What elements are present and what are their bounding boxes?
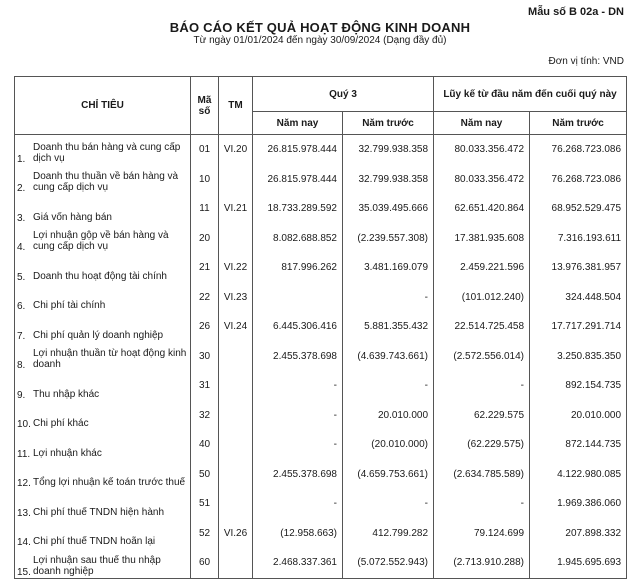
item-number: 1. xyxy=(17,153,26,165)
item-code: 10 xyxy=(191,165,219,195)
ytd-last-year-value: 892.154.735 xyxy=(530,371,627,401)
quarter-this-year-value: - xyxy=(253,430,343,460)
table-row xyxy=(15,460,627,490)
ytd-last-year-value: 3.250.835.350 xyxy=(530,342,627,372)
item-name: Doanh thu bán hàng và cung cấp dịch vụ xyxy=(33,141,181,164)
ytd-this-year-value: 22.514.725.458 xyxy=(434,312,530,342)
item-code: 22 xyxy=(191,283,219,313)
quarter-last-year-value: - xyxy=(343,371,434,401)
ytd-last-year-value: 872.144.735 xyxy=(530,430,627,460)
table-row xyxy=(15,224,627,254)
item-number: 12. xyxy=(17,478,31,489)
ytd-last-year-value: 76.268.723.086 xyxy=(530,165,627,195)
item-number: 14. xyxy=(17,537,31,548)
ytd-this-year-value: (62.229.575) xyxy=(434,430,530,460)
item-number: 2. xyxy=(17,183,26,194)
table-row xyxy=(15,342,627,372)
item-number: 8. xyxy=(17,360,26,371)
quarter-last-year-value: - xyxy=(343,283,434,313)
form-code: Mẫu số B 02a - DN xyxy=(528,6,624,18)
item-cell xyxy=(15,253,191,283)
item-cell xyxy=(15,283,191,313)
item-note: VI.24 xyxy=(219,312,253,342)
ytd-last-year-value: 20.010.000 xyxy=(530,401,627,431)
item-note: VI.20 xyxy=(219,135,253,165)
table-row xyxy=(15,548,627,578)
item-code: 21 xyxy=(191,253,219,283)
item-note xyxy=(219,371,253,401)
item-name: Lợi nhuận khác xyxy=(33,447,102,459)
ytd-this-year-value: 62.651.420.864 xyxy=(434,194,530,224)
col-header-quarter: Quý 3 xyxy=(253,77,434,112)
item-cell xyxy=(15,224,191,254)
item-cell xyxy=(15,312,191,342)
item-code: 40 xyxy=(191,430,219,460)
quarter-last-year-value: (4.659.753.661) xyxy=(343,460,434,490)
item-code: 32 xyxy=(191,401,219,431)
ytd-this-year-value: 80.033.356.472 xyxy=(434,165,530,195)
ytd-last-year-value: 324.448.504 xyxy=(530,283,627,313)
item-code: 30 xyxy=(191,342,219,372)
quarter-last-year-value: 5.881.355.432 xyxy=(343,312,434,342)
col-header-ytd-this-year: Năm nay xyxy=(434,112,530,135)
item-name: Chi phí khác xyxy=(33,418,89,429)
report-title: BÁO CÁO KẾT QUẢ HOẠT ĐỘNG KINH DOANH xyxy=(169,20,471,35)
item-number: 7. xyxy=(17,330,26,342)
table-row xyxy=(15,371,627,401)
item-number: 11. xyxy=(17,448,31,460)
item-name: Giá vốn hàng bán xyxy=(33,211,112,223)
item-name: Chi phí thuế TNDN hiện hành xyxy=(33,506,165,518)
table-row xyxy=(15,430,627,460)
item-cell xyxy=(15,489,191,519)
col-header-code: Mã số xyxy=(191,77,219,135)
quarter-last-year-value: (5.072.552.943) xyxy=(343,548,434,578)
item-number: 6. xyxy=(17,301,26,312)
item-number: 15. xyxy=(17,566,31,578)
ytd-this-year-value: 79.124.699 xyxy=(434,519,530,549)
quarter-this-year-value: - xyxy=(253,401,343,431)
quarter-this-year-value: (12.958.663) xyxy=(253,519,343,549)
quarter-this-year-value: 817.996.262 xyxy=(253,253,343,283)
item-number: 9. xyxy=(17,389,26,401)
item-number: 13. xyxy=(17,507,31,519)
ytd-last-year-value: 4.122.980.085 xyxy=(530,460,627,490)
income-statement-table xyxy=(14,76,627,579)
item-code: 26 xyxy=(191,312,219,342)
col-header-ytd: Lũy kế từ đầu năm đến cuối quý này xyxy=(434,77,627,112)
item-cell xyxy=(15,460,191,490)
item-note xyxy=(219,489,253,519)
item-note: VI.21 xyxy=(219,194,253,224)
item-name: Chi phí tài chính xyxy=(33,300,106,311)
item-note: VI.26 xyxy=(219,519,253,549)
ytd-last-year-value: 13.976.381.957 xyxy=(530,253,627,283)
item-code: 01 xyxy=(191,135,219,165)
ytd-this-year-value: - xyxy=(434,489,530,519)
item-name: Lợi nhuận thuần từ hoạt động kinh doanh xyxy=(33,348,187,370)
item-code: 52 xyxy=(191,519,219,549)
quarter-this-year-value: 6.445.306.416 xyxy=(253,312,343,342)
col-header-item: CHỈ TIÊU xyxy=(15,77,191,135)
col-header-ytd-last-year: Năm trước xyxy=(530,112,627,135)
table-row xyxy=(15,165,627,195)
table-row xyxy=(15,401,627,431)
item-code: 50 xyxy=(191,460,219,490)
item-name: Lợi nhuận sau thuế thu nhập doanh nghiệp xyxy=(33,554,161,577)
item-number: 4. xyxy=(17,242,26,253)
item-note xyxy=(219,548,253,578)
ytd-this-year-value: 62.229.575 xyxy=(434,401,530,431)
quarter-this-year-value: 2.455.378.698 xyxy=(253,460,343,490)
ytd-last-year-value: 7.316.193.611 xyxy=(530,224,627,254)
item-code: 31 xyxy=(191,371,219,401)
item-note xyxy=(219,401,253,431)
col-header-quarter-this-year: Năm nay xyxy=(253,112,343,135)
quarter-this-year-value: 2.455.378.698 xyxy=(253,342,343,372)
ytd-this-year-value: (2.634.785.589) xyxy=(434,460,530,490)
item-note xyxy=(219,342,253,372)
table-row xyxy=(15,519,627,549)
quarter-last-year-value: 412.799.282 xyxy=(343,519,434,549)
quarter-last-year-value: (4.639.743.661) xyxy=(343,342,434,372)
quarter-this-year-value: - xyxy=(253,371,343,401)
item-cell xyxy=(15,194,191,224)
ytd-this-year-value: - xyxy=(434,371,530,401)
item-cell xyxy=(15,371,191,401)
item-code: 60 xyxy=(191,548,219,578)
col-header-quarter-last-year: Năm trước xyxy=(343,112,434,135)
item-number: 10. xyxy=(17,419,31,430)
ytd-last-year-value: 207.898.332 xyxy=(530,519,627,549)
item-name: Tổng lợi nhuận kế toán trước thuế xyxy=(33,477,186,488)
item-note: VI.22 xyxy=(219,253,253,283)
item-name: Lợi nhuận gộp về bán hàng và cung cấp dịch vụ xyxy=(33,230,169,252)
ytd-this-year-value: (2.713.910.288) xyxy=(434,548,530,578)
quarter-this-year-value: 26.815.978.444 xyxy=(253,135,343,165)
table-body xyxy=(15,135,627,579)
quarter-last-year-value: 20.010.000 xyxy=(343,401,434,431)
quarter-last-year-value: - xyxy=(343,489,434,519)
report-period: Từ ngày 01/01/2024 đến ngày 30/09/2024 (Dạng đầy đủ) xyxy=(193,35,447,46)
item-note: VI.23 xyxy=(219,283,253,313)
ytd-this-year-value: 2.459.221.596 xyxy=(434,253,530,283)
ytd-last-year-value: 17.717.291.714 xyxy=(530,312,627,342)
currency-unit: Đơn vị tính: VND xyxy=(548,56,624,67)
item-cell xyxy=(15,548,191,578)
item-cell xyxy=(15,165,191,195)
item-name: Chi phí quản lý doanh nghiệp xyxy=(33,329,164,341)
quarter-this-year-value: - xyxy=(253,489,343,519)
item-code: 51 xyxy=(191,489,219,519)
quarter-last-year-value: (20.010.000) xyxy=(343,430,434,460)
item-name: Doanh thu hoạt động tài chính xyxy=(33,270,167,282)
ytd-this-year-value: 80.033.356.472 xyxy=(434,135,530,165)
quarter-this-year-value xyxy=(253,283,343,313)
item-cell xyxy=(15,401,191,431)
table-row xyxy=(15,135,627,165)
item-note xyxy=(219,430,253,460)
item-cell xyxy=(15,519,191,549)
quarter-last-year-value: 35.039.495.666 xyxy=(343,194,434,224)
ytd-this-year-value: 17.381.935.608 xyxy=(434,224,530,254)
quarter-this-year-value: 18.733.289.592 xyxy=(253,194,343,224)
quarter-last-year-value: (2.239.557.308) xyxy=(343,224,434,254)
item-name: Chi phí thuế TNDN hoãn lại xyxy=(33,536,156,547)
quarter-this-year-value: 2.468.337.361 xyxy=(253,548,343,578)
col-header-note: TM xyxy=(219,77,253,135)
table-row xyxy=(15,194,627,224)
item-note xyxy=(219,460,253,490)
ytd-last-year-value: 76.268.723.086 xyxy=(530,135,627,165)
item-name: Doanh thu thuần về bán hàng và cung cấp dịch vụ xyxy=(33,171,179,193)
table-row xyxy=(15,489,627,519)
quarter-last-year-value: 32.799.938.358 xyxy=(343,135,434,165)
item-note xyxy=(219,224,253,254)
quarter-last-year-value: 32.799.938.358 xyxy=(343,165,434,195)
ytd-last-year-value: 1.969.386.060 xyxy=(530,489,627,519)
item-name: Thu nhập khác xyxy=(33,388,100,400)
quarter-this-year-value: 8.082.688.852 xyxy=(253,224,343,254)
table-row xyxy=(15,283,627,313)
quarter-last-year-value: 3.481.169.079 xyxy=(343,253,434,283)
ytd-last-year-value: 1.945.695.693 xyxy=(530,548,627,578)
item-code: 11 xyxy=(191,194,219,224)
table-row xyxy=(15,312,627,342)
item-number: 3. xyxy=(17,212,26,224)
item-cell xyxy=(15,430,191,460)
item-number: 5. xyxy=(17,271,26,283)
ytd-last-year-value: 68.952.529.475 xyxy=(530,194,627,224)
item-cell xyxy=(15,135,191,165)
quarter-this-year-value: 26.815.978.444 xyxy=(253,165,343,195)
item-cell xyxy=(15,342,191,372)
ytd-this-year-value: (2.572.556.014) xyxy=(434,342,530,372)
ytd-this-year-value: (101.012.240) xyxy=(434,283,530,313)
item-code: 20 xyxy=(191,224,219,254)
table-row xyxy=(15,253,627,283)
item-note xyxy=(219,165,253,195)
